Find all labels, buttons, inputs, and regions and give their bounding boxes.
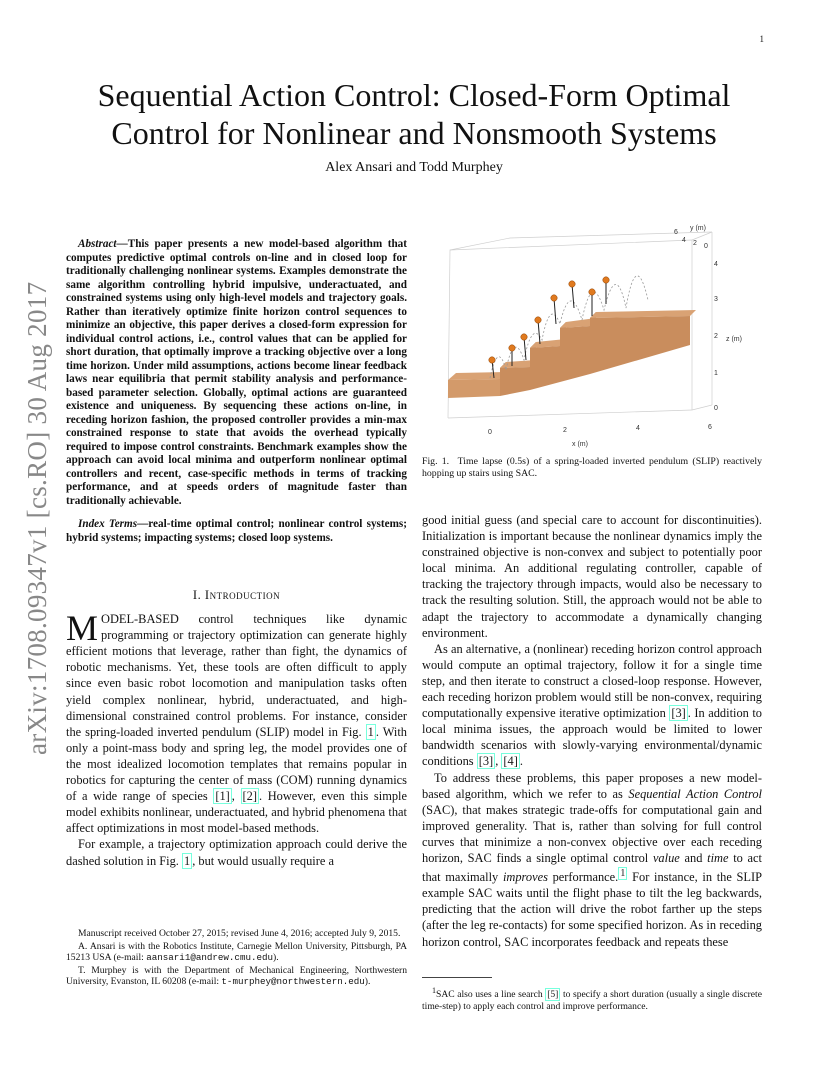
x-tick-label: 4 [636,425,640,432]
slip-body [551,295,557,301]
intro-paragraph-1: MODEL-BASED control techniques like dynamic programming or trajectory optimization can generate highly efficient motions that leverage, rather than fight, the dynamics of robotic mechanisms. Yet, these tools are often difficult to apply since even basic robot locomotion and manipulation tasks often yield complex nonlinear, hybrid, underactuated, and high-dimensional constrained control problems. For instance, consider the spring-loaded inverted pendulum (SLIP) model in Fig. 1 . With only a point-mass body and spring leg, the model provides one of the most idealized locomotion templates that remains popular in robotics for capturing the center of mass (COM) running dynamics of a wide range of species [1] , [2] . However, even this simple model exhibits nonlinear, underactuated, and hybrid phenomena that affect optimizations in most model-based methods. [66,608,407,836]
x-tick-label: 0 [488,429,492,436]
x-axis-label: x (m) [572,441,588,448]
index-terms [66,518,407,545]
y-tick-label: 6 [674,229,678,236]
footnote-manuscript: Manuscript received October 27, 2015; revised June 4, 2016; accepted July 9, 2015. [78,928,401,939]
z-tick-label: 2 [714,333,718,340]
index-terms-text: —real-time optimal control; nonlinear control systems; hybrid systems; impacting systems; closed loop systems. [66,518,407,544]
figure-caption [422,456,762,480]
footnotes-left [66,928,407,989]
figure-1 [420,220,760,452]
footnote-rule [422,977,492,978]
fig-ref-link[interactable]: 1 [184,853,191,868]
right-paragraph-2: As an alternative, a (nonlinear) receding horizon control approach would compute an optimal trajectory, follow it for a single time step, and then iterate to construct a closed-loop response. However, each receding horizon problem would still be non-convex, requiring computationally expensive iterative optimization [3] . In addition to local minima issues, the approach would be limited to lower bandwidth scenarios with slowly-varying environmental/dynamic conditions [3] , [4] . [422,641,762,769]
slip-body [589,289,595,295]
stair-step [448,372,506,380]
slip-figure-plot [420,220,760,452]
slip-body [489,357,495,363]
z-tick-label: 3 [714,296,718,303]
y-tick-label: 4 [682,237,686,244]
z-tick-label: 1 [714,370,718,377]
right-column [422,512,762,950]
right-paragraph-1: good initial guess (and special care to account for discontinuities). Initialization is important because the nonlinear dynamics imply the constrained objective is non-convex and subject to potentially poor local minima. An additional regulating controller, capable of tracking the trajectory through impacts, would also be necessary to track the resulting solution. Still, the approach would not be able to adapt the trajectory to accommodate a dynamically changing environment. [422,513,762,640]
section-heading: I. Introduction [192,588,281,602]
citation-link[interactable]: [5] [547,989,559,1001]
stair-step [560,326,590,382]
citation-link[interactable]: [1] [215,789,230,804]
email-ansari[interactable]: aansari1@andrew.cmu.edu [146,952,274,964]
z-tick-label: 0 [714,405,718,412]
y-axis-label: y (m) [690,225,706,232]
slip-body [509,345,515,351]
authors: Alex Ansari and Todd Murphey [325,160,503,175]
email-murphey[interactable]: t-murphey@northwestern.edu [221,976,365,988]
y-tick-label: 0 [704,243,708,250]
arxiv-stamp: arXiv:1708.09347v1 [cs.RO] 30 Aug 2017 [22,281,52,755]
citation-link[interactable]: [2] [242,789,257,804]
slip-body [521,334,527,340]
caption-label: Fig. 1. [422,456,450,467]
footnote-ansari: A. Ansari is with the Robotics Institute, Carnegie Mellon University, Pittsburgh, PA 15213 USA (e-mail: aansari1@andrew.cmu.edu). [66,940,407,964]
abstract-lead: Abstract [78,238,117,250]
stairs [448,310,696,398]
left-column [66,238,407,869]
fig-ref-link[interactable]: 1 [367,724,374,739]
title-line-2: Control for Nonlinear and Nonsmooth Systems [111,115,717,151]
citation-link[interactable]: [3] [478,754,494,769]
page-number: 1 [759,34,764,44]
right-paragraph-3: To address these problems, this paper proposes a new model-based algorithm, which we refer to as Sequential Action Control (SAC), that makes strategic trade-offs for computational gain and improved generality. That is, rather than solving for full control curves that minimize a non-convex objective over each receding horizon, SAC finds a single optimal control value and time to act that maximally improves performance. $^1$ For instance, in the SLIP example SAC waits until the flight phase to tilt the leg backwards, predicting that the action will drive the robot farther up the steps (after the leg re-contacts) for some specified horizon. As in receding horizon control, SAC incorporates feedback and repeats these [422,770,762,949]
index-terms-lead: Index Terms [78,518,138,530]
slip-body [569,281,575,287]
footnote-ref-link[interactable]: 1 [620,868,626,880]
dropcap: M [66,608,99,649]
x-tick-label: 6 [708,424,712,431]
stair-step [448,379,500,398]
stair-step [500,367,530,396]
slip-body [603,277,609,283]
y-tick-label: 2 [693,240,697,247]
citation-link[interactable]: [3] [671,706,686,721]
title-line-1: Sequential Action Control: Closed-Form Optimal [97,77,731,113]
intro-paragraph-2: For example, a trajectory optimization approach could derive the dashed solution in Fig. 1 , but would usually require a [66,837,407,868]
z-tick-label: 4 [714,261,718,268]
abstract-text: —This paper presents a new model-based algorithm that computes predictive optimal controls on-line and in closed loop for traditionally challenging nonlinear systems. Examples demonstrate the same algorithm controlling hybrid impulsive, underactuated, and constrained systems using only high-level models and trajectory goals. Rather than iteratively optimize finite horizon control sequences to minimize an objective, this paper derives a closed-form expression for individual control actions, i.e., control values that can be applied for short duration, that optimally improve a tracking objective over a long time horizon. Under mild assumptions, actions become linear feedback laws near equilibria that permit stability analysis and performance-based parameter selection. Globally, optimal actions are guaranteed existence and uniqueness. By sequencing these actions on-line, in receding horizon fashion, the proposed controller provides a min-max constrained response to state that avoids the overhead typically required to impose control constraints. Benchmark examples show the approach can avoid local minima and outperform nonlinear optimal controllers and recent, case-specific methods in terms of tracking performance, and at speeds orders of magnitude faster than traditionally achievable. [66,238,407,507]
footnote-murphey: T. Murphey is with the Department of Mechanical Engineering, Northwestern University, Evanston, IL 60208 (e-mail: t-murphey@northwestern.edu). [66,964,407,988]
caption-text: Time lapse (0.5s) of a spring-loaded inverted pendulum (SLIP) reactively hopping up stairs using SAC. [422,456,762,480]
footnote-right: $^1$SAC also uses a line search [5] to specify a short duration (usually a single discrete time-step) to apply each control and improve performance. [422,986,762,1012]
slip-body [535,317,541,323]
z-axis-label: z (m) [726,336,742,343]
footnote-mark: 1 [432,986,436,995]
citation-link[interactable]: [4] [503,754,518,769]
paper-title [0,76,828,152]
stair-step [590,316,690,374]
abstract [66,238,407,508]
stair-step [530,346,560,390]
x-tick-label: 2 [563,427,567,434]
